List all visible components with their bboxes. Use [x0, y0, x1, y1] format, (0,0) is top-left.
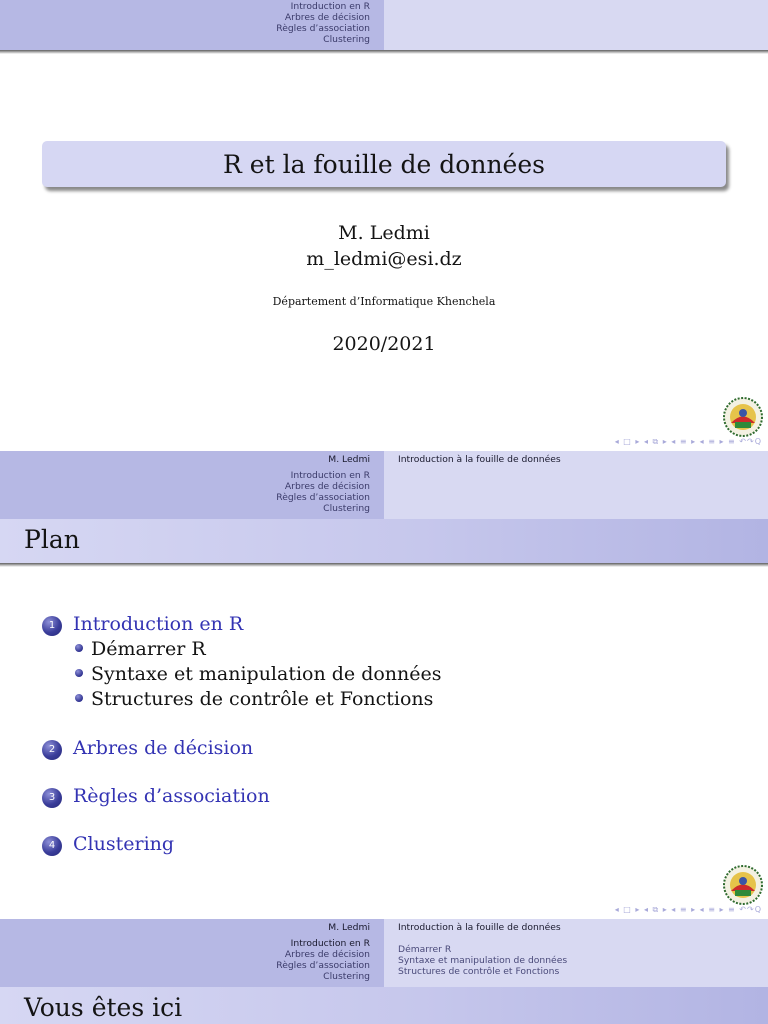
header-right-panel	[384, 451, 768, 519]
nav-section-link[interactable]: Clustering	[323, 971, 370, 982]
slide1-header	[0, 0, 768, 50]
nav-section-link[interactable]: Règles d’association	[276, 960, 370, 971]
nav-section-link[interactable]: Arbres de décision	[284, 949, 370, 960]
university-logo-icon	[722, 864, 764, 906]
toc-number-badge: 1	[42, 616, 62, 636]
toc-section-label[interactable]: Introduction en R	[73, 613, 244, 635]
nav-section-link-active[interactable]: Introduction en R	[290, 938, 370, 949]
date: 2020/2021	[332, 333, 436, 355]
bullet-icon	[75, 669, 83, 677]
slide2-header	[0, 451, 768, 519]
nav-section-link[interactable]: Arbres de décision	[284, 12, 370, 23]
title-box	[42, 141, 726, 187]
frame-title-shadow	[0, 563, 768, 567]
header-shadow	[0, 50, 768, 54]
nav-section-link[interactable]: Clustering	[323, 503, 370, 514]
toc-section-label[interactable]: Arbres de décision	[73, 737, 254, 759]
nav-section-link[interactable]: Arbres de décision	[284, 481, 370, 492]
frame-title: Vous êtes ici	[24, 993, 183, 1022]
bullet-icon	[75, 694, 83, 702]
nav-section-link[interactable]: Introduction en R	[290, 470, 370, 481]
header-left-panel	[0, 0, 384, 50]
header-right-panel	[384, 0, 768, 50]
university-logo-icon	[722, 396, 764, 438]
subsection-nav-list	[398, 944, 567, 977]
nav-section-link[interactable]: Clustering	[323, 34, 370, 45]
frame-title-bar	[0, 987, 768, 1024]
nav-subsection-link[interactable]: Démarrer R	[398, 944, 452, 955]
nav-section-link[interactable]: Règles d’association	[276, 23, 370, 34]
header-short-title: Introduction à la fouille de données	[398, 454, 561, 465]
header-left-panel	[0, 451, 384, 519]
header-author: M. Ledmi	[328, 454, 370, 465]
institute: Département d’Informatique Khenchela	[272, 295, 496, 308]
author-name: M. Ledmi	[338, 222, 430, 244]
toc-subsection[interactable]: Structures de contrôle et Fonctions	[75, 688, 433, 710]
bullet-icon	[75, 644, 83, 652]
section-nav-list	[276, 1, 370, 45]
beamer-navigation-controls[interactable]: ◂ □ ▸ ◂ ⧉ ▸ ◂ ≡ ▸ ◂ ≡ ▸ ≡ ↶↷Q	[614, 437, 762, 446]
toc-subsection[interactable]: Démarrer R	[75, 638, 206, 660]
frame-title-bar	[0, 519, 768, 563]
presentation-title: R et la fouille de données	[223, 150, 545, 179]
toc-number-badge: 4	[42, 836, 62, 856]
header-short-title: Introduction à la fouille de données	[398, 922, 561, 933]
section-nav-list	[276, 470, 370, 514]
beamer-navigation-controls[interactable]: ◂ □ ▸ ◂ ⧉ ▸ ◂ ≡ ▸ ◂ ≡ ▸ ≡ ↶↷Q	[614, 905, 762, 914]
toc-number-badge: 3	[42, 788, 62, 808]
section-nav-list	[276, 938, 370, 982]
author-email: m_ledmi@esi.dz	[306, 248, 462, 270]
toc-subsection[interactable]: Syntaxe et manipulation de données	[75, 663, 442, 685]
nav-section-link[interactable]: Règles d’association	[276, 492, 370, 503]
header-left-panel	[0, 919, 384, 987]
frame-title: Plan	[24, 525, 80, 554]
toc-section-label[interactable]: Clustering	[73, 833, 175, 855]
header-author: M. Ledmi	[328, 922, 370, 933]
nav-section-link[interactable]: Introduction en R	[290, 1, 370, 12]
nav-subsection-link[interactable]: Syntaxe et manipulation de données	[398, 955, 568, 966]
header-right-panel	[384, 919, 768, 987]
slide3-header	[0, 919, 768, 987]
toc-number-badge: 2	[42, 740, 62, 760]
nav-subsection-link[interactable]: Structures de contrôle et Fonctions	[398, 966, 560, 977]
toc-section-label[interactable]: Règles d’association	[73, 785, 270, 807]
